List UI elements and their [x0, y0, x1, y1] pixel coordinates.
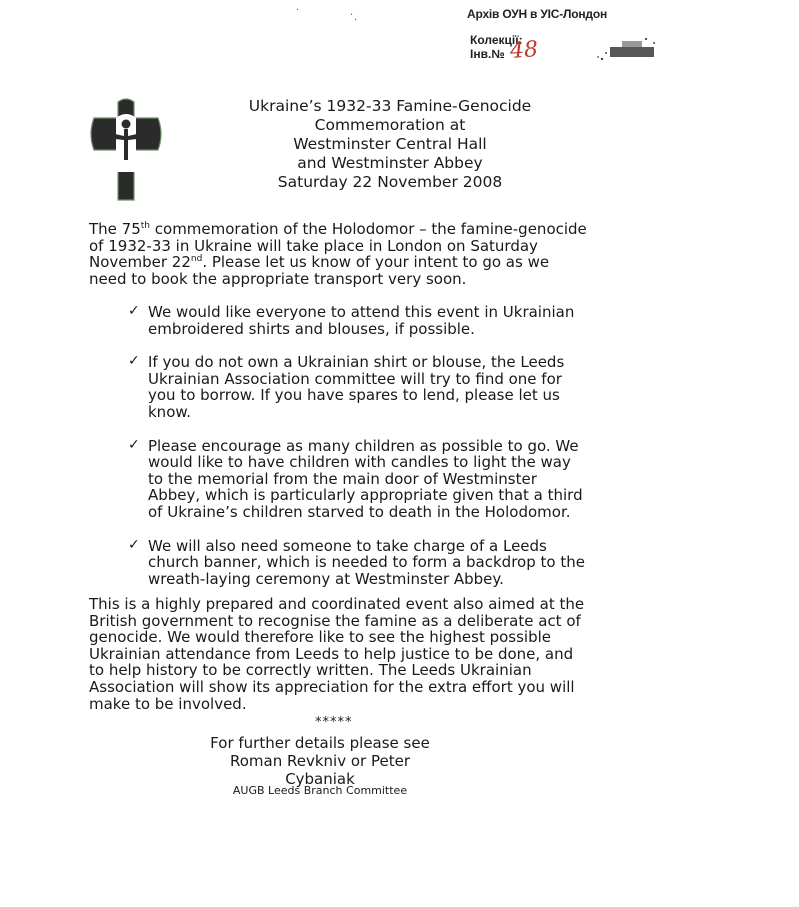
event-heading — [220, 97, 560, 192]
intro-paragraph: The 75th commemoration of the Holodomor – the famine-genocide of 1932-33 in Ukraine will take place in London on Saturday November 22nd. Please let us know of your intent to go as we need to book the appropriate transport very soon. — [89, 220, 587, 288]
request-checklist — [128, 304, 588, 604]
heading-line: and Westminster Abbey — [297, 154, 483, 172]
closing-paragraph: This is a highly prepared and coordinated event also aimed at the British government to recognise the famine as a deliberate act of genocide. We would therefore like to see the highest possible Ukrainian attendance from Leeds to help justice to be done, and to help history to be correctly written. The Leeds Ukrainian Association will show its appreciation for the extra effort you will make to be involved. — [89, 595, 585, 713]
checkmark-icon: ✓ — [128, 303, 140, 319]
contact-info — [200, 734, 440, 788]
holodomor-cross-logo — [88, 96, 164, 202]
scan-noise-mark — [596, 33, 658, 63]
checklist-item: ✓ Please encourage as many children as possible to go. We would like to have children with candles to light the way to the memorial from the main door of Westminster Abbey, which is particularly appropriate given that a third of Ukraine’s children starved to death in the Holodomor. — [128, 436, 583, 521]
archive-stamp: Архів ОУН в УІС-Лондон — [467, 7, 608, 21]
inventory-number: 48 — [509, 37, 539, 64]
scan-speck: · — [350, 10, 354, 21]
checkmark-icon: ✓ — [128, 536, 140, 553]
inventory-label: Інв.№ — [470, 47, 505, 61]
scan-speck: · — [296, 5, 300, 16]
heading-line: Westminster Central Hall — [293, 135, 487, 153]
scan-speck: · — [354, 15, 358, 26]
heading-line: Commemoration at — [314, 116, 466, 134]
checklist-item: ✓ We would like everyone to attend this event in Ukrainian embroidered shirts and blouses, if possible. — [128, 303, 575, 338]
checklist-item: ✓ We will also need someone to take charge of a Leeds church banner, which is needed to form a backdrop to the wreath-laying ceremony at Westminster Abbey. — [128, 536, 585, 588]
contact-names: Roman Revkniv or Peter Cybaniak — [230, 752, 410, 788]
collection-label: Колекції: — [470, 33, 523, 47]
checklist-item: ✓ If you do not own a Ukrainian shirt or blouse, the Leeds Ukrainian Association committee will try to find one for you to borrow. If you have spares to lend, please let us know. — [128, 353, 565, 421]
checkmark-icon: ✓ — [128, 353, 140, 370]
checkmark-icon: ✓ — [128, 436, 140, 453]
section-separator: ***** — [315, 715, 353, 730]
heading-line: Saturday 22 November 2008 — [277, 173, 503, 191]
heading-line: Ukraine’s 1932-33 Famine-Genocide — [248, 97, 532, 115]
committee-signature: AUGB Leeds Branch Committee — [232, 784, 408, 797]
contact-line: For further details please see — [210, 734, 430, 752]
